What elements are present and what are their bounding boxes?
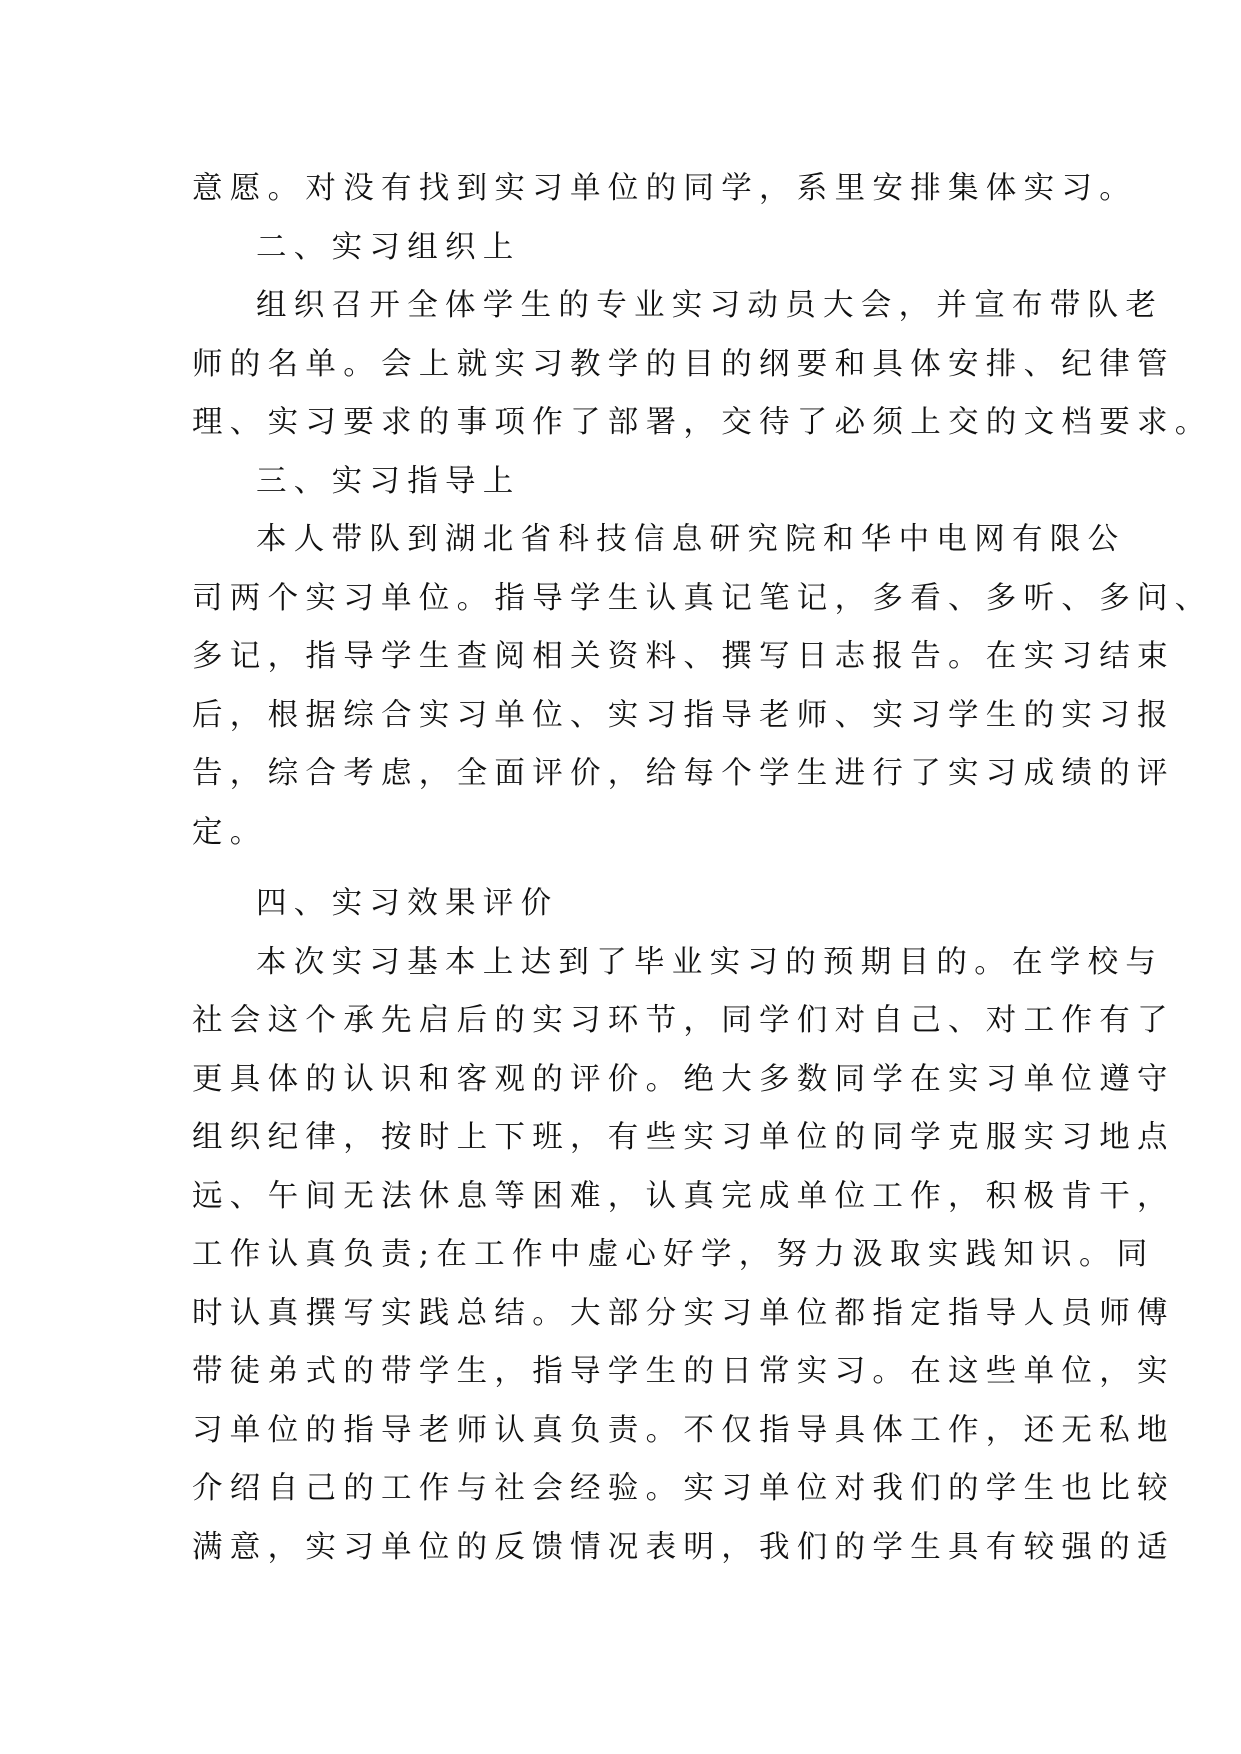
document-body (192, 160, 1213, 1577)
body-line: 司两个实习单位。指导学生认真记笔记，多看、多听、多问、 (192, 580, 1213, 616)
section-heading: 二、实习组织上 (256, 229, 521, 265)
body-line: 理、实习要求的事项作了部署，交待了必须上交的文档要求。 (192, 405, 1213, 440)
body-line: 意愿。对没有找到实习单位的同学，系里安排集体实习。 (192, 171, 1137, 206)
body-line: 定。 (192, 814, 268, 850)
body-line: 组织召开全体学生的专业实习动员大会，并宣布带队老 (256, 288, 1164, 323)
body-line: 时认真撰写实践总结。大部分实习单位都指定指导人员师傅 (192, 1295, 1175, 1331)
section-heading: 三、实习指导上 (256, 463, 521, 499)
section-heading: 四、实习效果评价 (256, 886, 559, 921)
body-line: 师的名单。会上就实习教学的目的纲要和具体安排、纪律管 (192, 346, 1175, 382)
body-line: 多记，指导学生查阅相关资料、撰写日志报告。在实习结束 (192, 639, 1175, 674)
body-line: 远、午间无法休息等困难，认真完成单位工作，积极肯干， (192, 1178, 1175, 1214)
body-line: 本人带队到湖北省科技信息研究院和华中电网有限公 (256, 522, 1126, 557)
body-line: 社会这个承先启后的实习环节，同学们对自己、对工作有了 (192, 1003, 1175, 1038)
body-line: 后，根据综合实习单位、实习指导老师、实习学生的实习报 (192, 697, 1175, 733)
body-line: 满意，实习单位的反馈情况表明，我们的学生具有较强的适 (192, 1529, 1175, 1565)
body-line: 更具体的认识和客观的评价。绝大多数同学在实习单位遵守 (192, 1061, 1175, 1097)
body-line: 工作认真负责;在工作中虚心好学，努力汲取实践知识。同 (192, 1237, 1155, 1272)
body-line: 组织纪律，按时上下班，有些实习单位的同学克服实习地点 (192, 1120, 1175, 1155)
body-line: 告，综合考虑，全面评价，给每个学生进行了实习成绩的评 (192, 756, 1175, 791)
body-line: 本次实习基本上达到了毕业实习的预期目的。在学校与 (256, 944, 1164, 980)
body-line: 带徒弟式的带学生，指导学生的日常实习。在这些单位，实 (192, 1354, 1175, 1389)
body-line: 介绍自己的工作与社会经验。实习单位对我们的学生也比较 (192, 1471, 1175, 1506)
body-line: 习单位的指导老师认真负责。不仅指导具体工作，还无私地 (192, 1412, 1175, 1448)
paragraph-gap (192, 862, 1052, 875)
